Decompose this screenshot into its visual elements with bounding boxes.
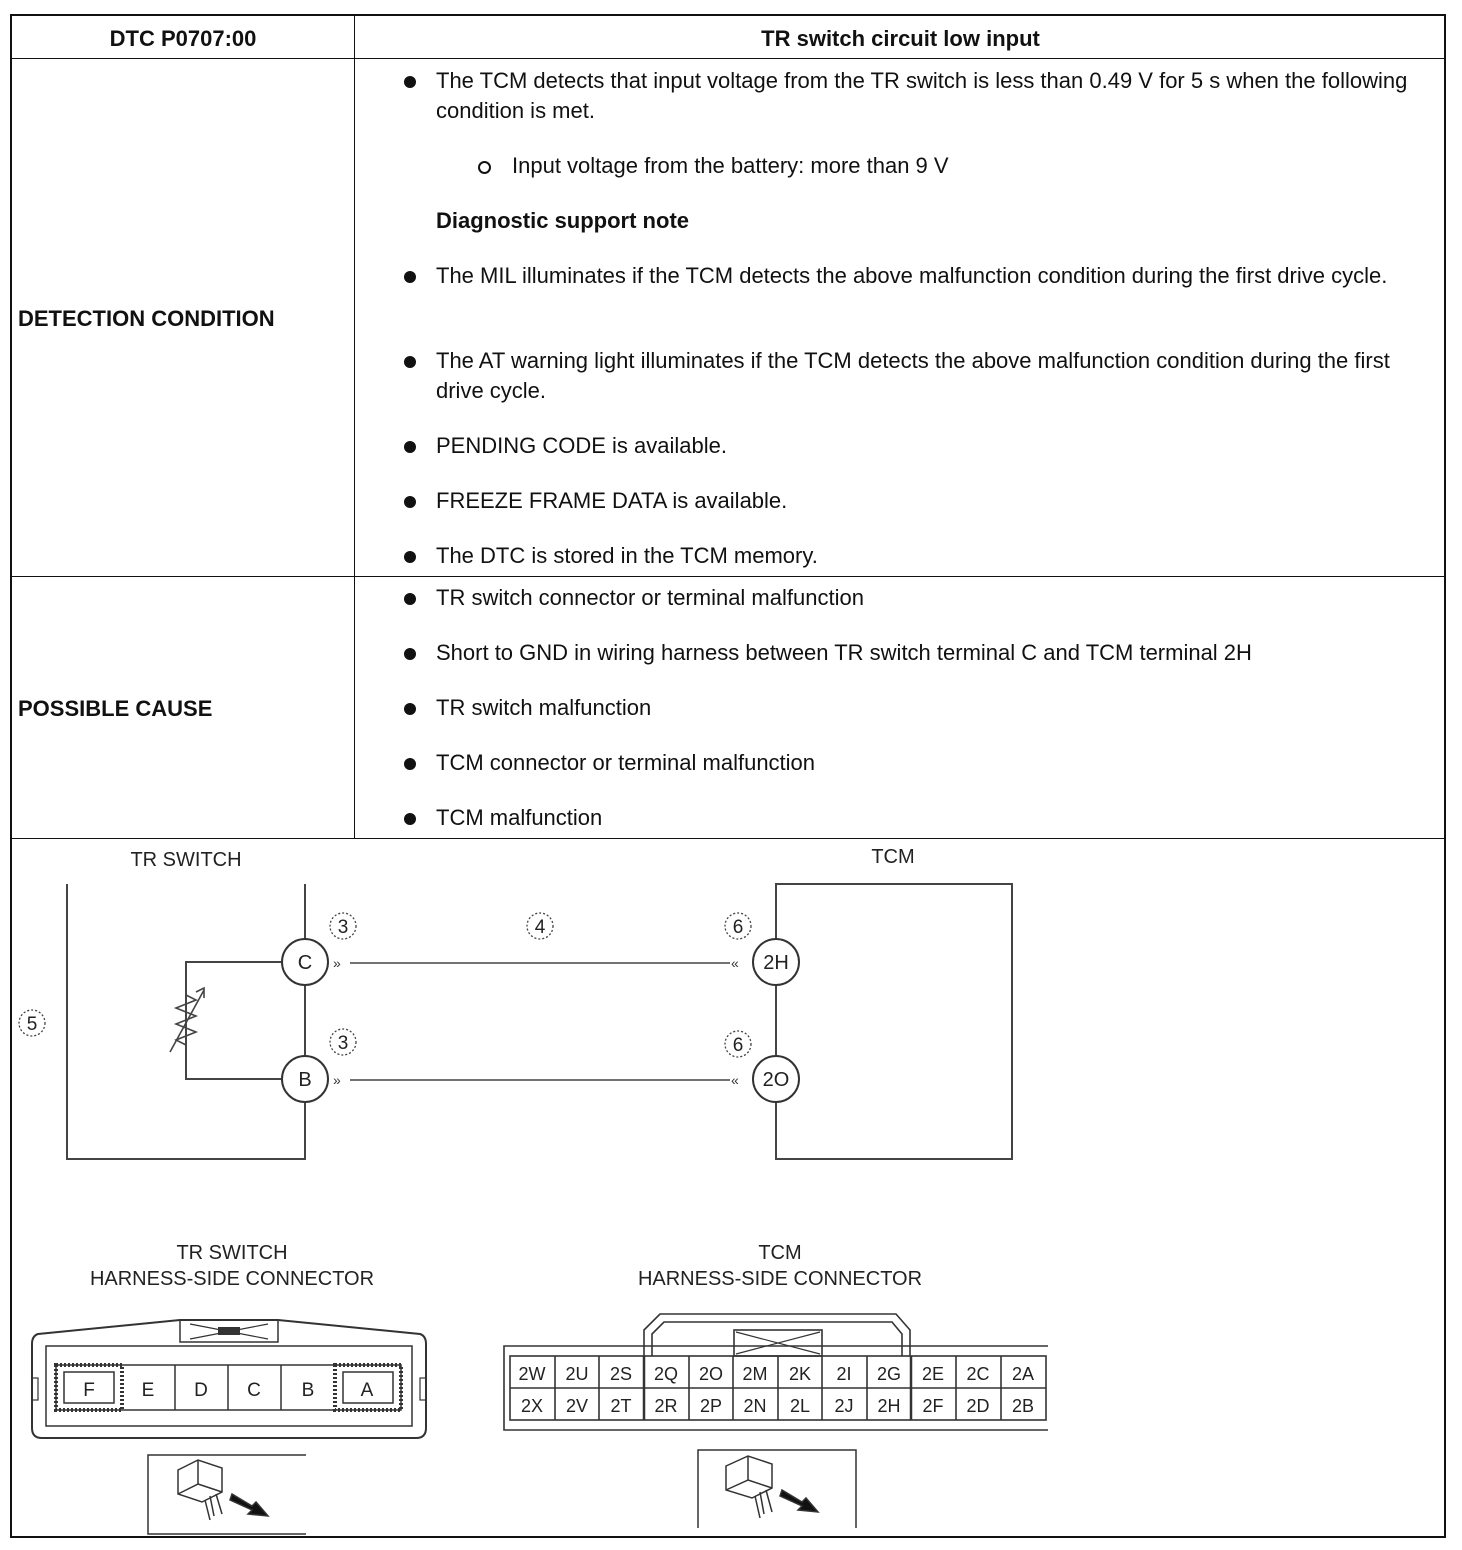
tr-pin: B xyxy=(301,1380,315,1401)
callout-3: 3 xyxy=(337,1033,349,1054)
tr-internal-wiring xyxy=(186,962,282,1079)
detection-sub-bullet: Input voltage from the battery: more than 9 V xyxy=(512,153,949,178)
tcm-pin: 2V xyxy=(565,1396,589,1416)
tcm-pin: 2X xyxy=(520,1396,544,1416)
tcm-pin: 2D xyxy=(966,1396,990,1416)
terminal-b-label: B xyxy=(298,1069,312,1091)
tcm-pin: 2L xyxy=(789,1396,811,1416)
callout-3: 3 xyxy=(337,917,349,938)
tcm-pin: 2B xyxy=(1011,1396,1035,1416)
note-item: PENDING CODE is available. xyxy=(436,433,727,458)
terminal-2o-label: 2O xyxy=(762,1069,790,1091)
tcm-pin: 2C xyxy=(966,1364,990,1384)
terminal-2h-label: 2H xyxy=(763,952,789,974)
tcm-pin: 2I xyxy=(836,1364,852,1384)
possible-cause-label: POSSIBLE CAUSE xyxy=(18,696,213,721)
tcm-pin: 2T xyxy=(610,1396,632,1416)
tcm-connector-title: TCM xyxy=(758,1242,802,1264)
cause-item: TCM connector or terminal malfunction xyxy=(436,750,816,775)
detection-main-bullet: The TCM detects that input voltage from the TR switch is less than 0.49 V for 5 s when the following condition is met. xyxy=(436,68,1408,123)
tcm-pin: 2H xyxy=(877,1396,901,1416)
detection-condition-label: DETECTION CONDITION xyxy=(18,306,275,331)
callout-6: 6 xyxy=(732,1035,744,1056)
tcm-pin: 2S xyxy=(609,1364,633,1384)
cause-item: Short to GND in wiring harness between TR switch terminal C and TCM terminal 2H xyxy=(436,640,1252,665)
tcm-outline xyxy=(776,884,1012,1159)
note-item: The MIL illuminates if the TCM detects the above malfunction condition during the first drive cycle. xyxy=(436,263,1388,288)
tcm-pin: 2E xyxy=(921,1364,945,1384)
cause-item: TR switch malfunction xyxy=(436,695,652,720)
tcm-connector-subtitle: HARNESS-SIDE CONNECTOR xyxy=(637,1268,923,1290)
tcm-pin: 2W xyxy=(518,1364,546,1384)
cause-item: TR switch connector or terminal malfunction xyxy=(436,585,864,610)
cause-item: TCM malfunction xyxy=(436,805,603,830)
connector-marks xyxy=(333,955,739,1088)
tcm-pin: 2O xyxy=(698,1364,724,1384)
tcm-pin: 2N xyxy=(743,1396,767,1416)
note-item: The AT warning light illuminates if the TCM detects the above malfunction condition during the first drive cycle. xyxy=(436,348,1390,403)
tr-connector-title: TR SWITCH xyxy=(176,1242,288,1264)
svg-text:«: « xyxy=(731,1072,739,1088)
tcm-pin: 2F xyxy=(922,1396,944,1416)
tr-switch-title: TR SWITCH xyxy=(130,849,242,871)
dtc-code: DTC P0707:00 xyxy=(109,26,257,51)
note-item: The DTC is stored in the TCM memory. xyxy=(436,543,818,568)
tcm-pin: 2J xyxy=(834,1396,854,1416)
note-item: FREEZE FRAME DATA is available. xyxy=(436,488,788,513)
tcm-pin: 2R xyxy=(654,1396,678,1416)
terminal-c-label: C xyxy=(297,952,313,974)
tcm-pin: 2P xyxy=(699,1396,723,1416)
tcm-pin: 2G xyxy=(876,1364,902,1384)
tcm-pin: 2U xyxy=(565,1364,589,1384)
svg-text:«: « xyxy=(731,955,739,971)
callout-4: 4 xyxy=(534,917,546,938)
tr-pin: D xyxy=(194,1380,208,1401)
tr-pin: A xyxy=(360,1380,374,1401)
tr-connector-body xyxy=(32,1320,426,1438)
tcm-title: TCM xyxy=(871,846,915,868)
callout-5: 5 xyxy=(26,1014,38,1035)
diagnostic-note-heading: Diagnostic support note xyxy=(436,208,689,233)
tcm-pin: 2K xyxy=(788,1364,812,1384)
tr-connector-view-icon xyxy=(148,1455,306,1534)
svg-text:»: » xyxy=(333,1072,341,1088)
tcm-pin: 2Q xyxy=(653,1364,679,1384)
tr-connector-subtitle: HARNESS-SIDE CONNECTOR xyxy=(89,1268,375,1290)
svg-text:»: » xyxy=(333,955,341,971)
tr-pin: F xyxy=(83,1380,95,1401)
dtc-title: TR switch circuit low input xyxy=(761,26,1040,51)
tr-pin: C xyxy=(247,1380,261,1401)
tcm-pin: 2M xyxy=(742,1364,768,1384)
tcm-pin: 2A xyxy=(1011,1364,1035,1384)
callout-6: 6 xyxy=(732,917,744,938)
tr-pin: E xyxy=(141,1380,155,1401)
tcm-connector-view-icon xyxy=(698,1450,856,1528)
